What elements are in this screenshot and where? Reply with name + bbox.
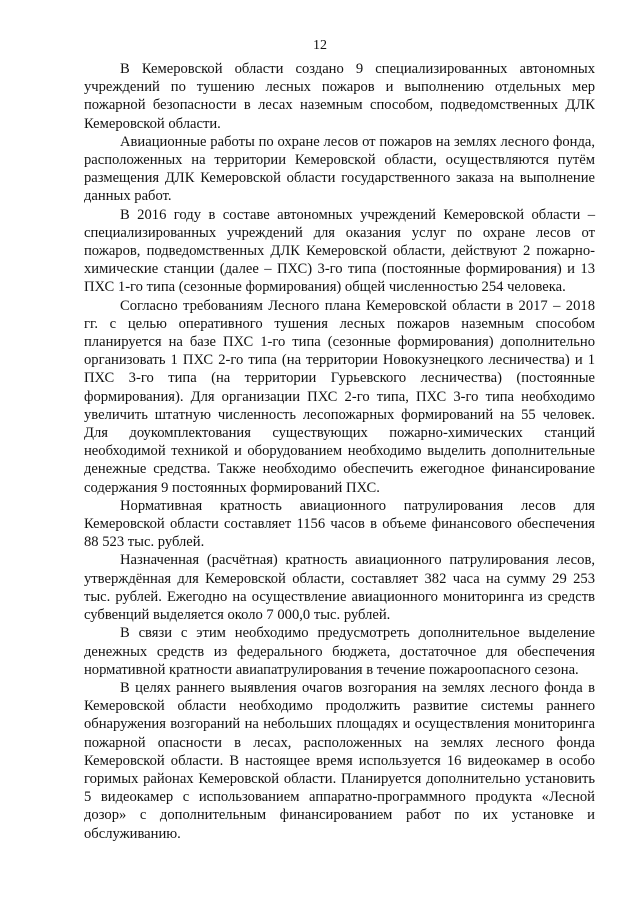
paragraph: Согласно требованиям Лесного плана Кемеровской области в 2017 – 2018 гг. с целью оперативного тушения лесных пожаров наземным способом планируется на базе ПХС 1-го типа (сезонные формирования) дополнительно организовать 1 ПХС 2-го типа (на территории Новокузнецкого лесничества) и 1 ПХС 3-го типа (на территории Гурьевского лесничества) (постоянные формирования). Для организации ПХС 2-го типа, ПХС 3-го типа необходимо увеличить штатную численность лесопожарных формирований на 55 человек. Для доукомплектования существующих пожарно-химических станций необходимой техникой и оборудованием необходимо выделить дополнительные денежные средства. Также необходимо обеспечить ежегодное финансирование содержания 9 постоянных формирований ПХС. xyxy=(84,297,595,496)
paragraph: Авиационные работы по охране лесов от пожаров на землях лесного фонда, расположенных на территории Кемеровской области, осуществляются путём размещения ДЛК Кемеровской области государственного заказа на выполнение данных работ. xyxy=(84,133,595,205)
page-number: 12 xyxy=(313,38,327,53)
paragraph: В связи с этим необходимо предусмотреть дополнительное выделение денежных средств из федерального бюджета, достаточное для обеспечения нормативной кратности авиапатрулирования в течение пожароопасного сезона. xyxy=(84,625,595,678)
paragraph: Назначенная (расчётная) кратность авиационного патрулирования лесов, утверждённая для Кемеровской области, составляет 382 часа на сумму 29 253 тыс. рублей. Ежегодно на осуществление авиационного мониторинга из средств субвенций выделяется около 7 000,0 тыс. рублей. xyxy=(84,552,595,624)
body-text xyxy=(84,60,595,843)
paragraph: В Кемеровской области создано 9 специализированных автономных учреждений по тушению лесных пожаров и выполнению отдельных мер пожарной безопасности в лесах наземным способом, подведомственных ДЛК Кемеровской области. xyxy=(84,61,595,132)
paragraph: В целях раннего выявления очагов возгорания на землях лесного фонда в Кемеровской области необходимо продолжить развитие системы раннего обнаружения возгораний на небольших площадях и осуществления мониторинга пожарной опасности в лесах, расположенных на землях лесного фонда Кемеровской области. В настоящее время используется 16 видеокамер в особо горимых районах Кемеровской области. Планируется дополнительно установить 5 видеокамер с использованием аппаратно-программного продукта «Лесной дозор» с дополнительным финансированием работ по их установке и обслуживанию. xyxy=(84,679,595,842)
paragraph: Нормативная кратность авиационного патрулирования лесов для Кемеровской области составляет 1156 часов в объеме финансового обеспечения 88 523 тыс. рублей. xyxy=(84,497,595,551)
paragraph: В 2016 году в составе автономных учреждений Кемеровской области – специализированных учреждений для оказания услуг по охране лесов от пожаров, подведомственных ДЛК Кемеровской области, действуют 2 пожарно-химические станции (далее – ПХС) 3-го типа (постоянные формирования) и 13 ПХС 1-го типа (сезонные формирования) общей численностью 254 человека. xyxy=(84,206,595,296)
